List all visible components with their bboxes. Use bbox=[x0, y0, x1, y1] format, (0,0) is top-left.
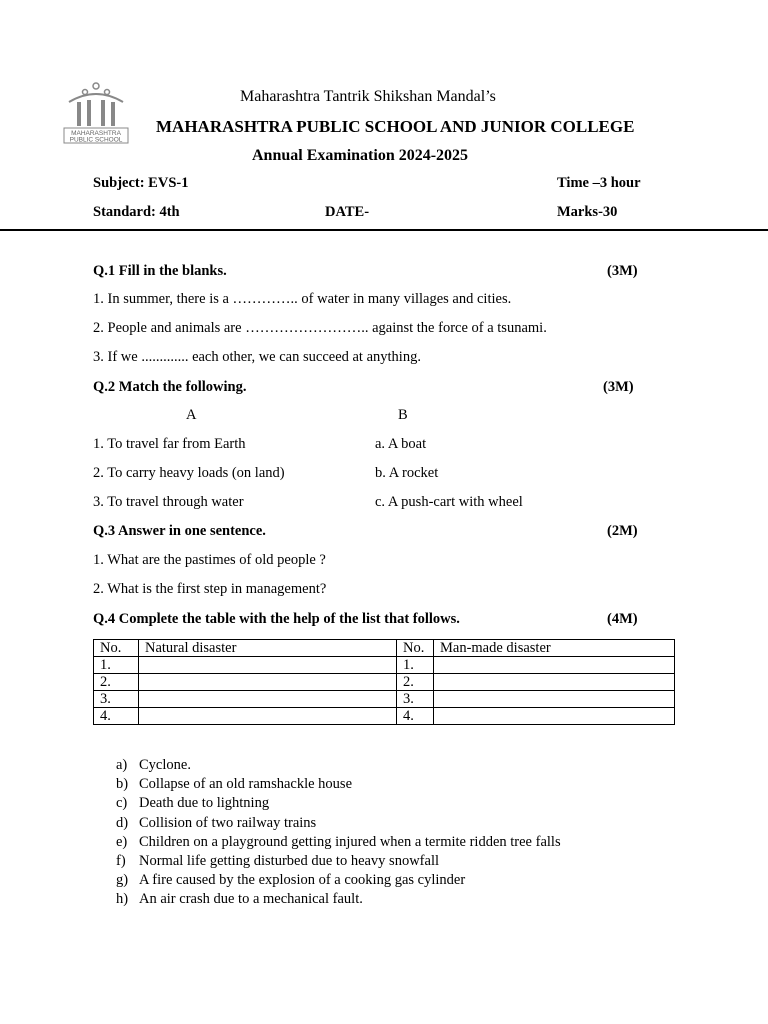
list-item bbox=[116, 852, 561, 871]
natural-disaster-cell[interactable] bbox=[139, 708, 397, 725]
q3-title: Q.3 Answer in one sentence. bbox=[93, 523, 266, 539]
q1-title: Q.1 Fill in the blanks. bbox=[93, 263, 227, 279]
table-row bbox=[94, 674, 675, 691]
table-row bbox=[94, 657, 675, 674]
header-divider bbox=[0, 229, 768, 231]
q2-item-a: 2. To carry heavy loads (on land) bbox=[93, 465, 285, 481]
header-no: No. bbox=[94, 640, 139, 657]
row-number: 1. bbox=[397, 657, 434, 674]
header-natural-disaster: Natural disaster bbox=[139, 640, 397, 657]
q3-marks: (2M) bbox=[607, 523, 638, 539]
list-item bbox=[116, 890, 561, 909]
q4-marks: (4M) bbox=[607, 611, 638, 627]
school-name: MAHARASHTRA PUBLIC SCHOOL AND JUNIOR COLLEGE bbox=[156, 117, 635, 136]
svg-text:PUBLIC SCHOOL: PUBLIC SCHOOL bbox=[69, 136, 123, 144]
q2-item-b: b. A rocket bbox=[375, 465, 439, 481]
option-text: Death due to lightning bbox=[139, 795, 270, 812]
q1-item: 1. In summer, there is a ………….. of water in many villages and cities. bbox=[93, 291, 512, 307]
option-text: Cyclone. bbox=[139, 757, 191, 773]
q3-item: 1. What are the pastimes of old people ? bbox=[93, 552, 326, 568]
man-made-disaster-cell[interactable] bbox=[434, 708, 675, 725]
option-text: Collapse of an old ramshackle house bbox=[139, 776, 353, 793]
row-number: 3. bbox=[397, 691, 434, 708]
q3-item: 2. What is the first step in management? bbox=[93, 581, 327, 597]
q2-item-a: 1. To travel far from Earth bbox=[93, 436, 246, 452]
option-letter: g) bbox=[116, 872, 129, 889]
list-item bbox=[116, 814, 561, 833]
list-item bbox=[116, 794, 561, 813]
row-number: 4. bbox=[397, 708, 434, 725]
q2-item-b: a. A boat bbox=[375, 436, 427, 452]
option-text: A fire caused by the explosion of a cooking gas cylinder bbox=[139, 872, 466, 889]
row-number: 2. bbox=[397, 674, 434, 691]
table-header-row bbox=[94, 640, 675, 657]
option-letter: e) bbox=[116, 833, 128, 850]
date: DATE- bbox=[325, 204, 370, 220]
standard: Standard: 4th bbox=[93, 204, 180, 220]
school-logo bbox=[63, 80, 129, 146]
disaster-options-list bbox=[116, 756, 561, 910]
society-name: Maharashtra Tantrik Shikshan Mandal’s bbox=[240, 88, 496, 105]
man-made-disaster-cell[interactable] bbox=[434, 674, 675, 691]
list-item bbox=[116, 756, 561, 775]
option-text: Collision of two railway trains bbox=[139, 814, 317, 831]
option-letter: c) bbox=[116, 795, 128, 812]
row-number: 1. bbox=[94, 657, 139, 674]
svg-text:MAHARASHTRA: MAHARASHTRA bbox=[71, 130, 121, 137]
table-row bbox=[94, 691, 675, 708]
q2-title: Q.2 Match the following. bbox=[93, 379, 247, 395]
time: Time –3 hour bbox=[557, 175, 641, 191]
row-number: 4. bbox=[94, 708, 139, 725]
option-letter: d) bbox=[116, 814, 129, 831]
option-text: An air crash due to a mechanical fault. bbox=[139, 891, 363, 908]
q2-column-b-heading: B bbox=[398, 407, 408, 423]
q2-item-b: c. A push-cart with wheel bbox=[375, 494, 523, 510]
row-number: 3. bbox=[94, 691, 139, 708]
header-no: No. bbox=[397, 640, 434, 657]
list-item bbox=[116, 833, 561, 852]
natural-disaster-cell[interactable] bbox=[139, 691, 397, 708]
q4-title: Q.4 Complete the table with the help of the list that follows. bbox=[93, 611, 460, 627]
subject: Subject: EVS-1 bbox=[93, 175, 189, 191]
q1-item: 3. If we ............. each other, we can succeed at anything. bbox=[93, 349, 421, 365]
q1-marks: (3M) bbox=[607, 263, 638, 279]
option-letter: a) bbox=[116, 757, 128, 773]
disaster-table bbox=[93, 639, 675, 725]
option-letter: b) bbox=[116, 776, 129, 793]
header-man-made-disaster: Man-made disaster bbox=[434, 640, 675, 657]
option-text: Normal life getting disturbed due to heavy snowfall bbox=[139, 852, 439, 869]
man-made-disaster-cell[interactable] bbox=[434, 691, 675, 708]
q1-item: 2. People and animals are …………………….. against the force of a tsunami. bbox=[93, 320, 547, 336]
exam-title: Annual Examination 2024-2025 bbox=[252, 147, 469, 164]
list-item bbox=[116, 775, 561, 794]
option-letter: h) bbox=[116, 891, 129, 908]
q2-item-a: 3. To travel through water bbox=[93, 494, 244, 510]
table-row bbox=[94, 708, 675, 725]
row-number: 2. bbox=[94, 674, 139, 691]
marks: Marks-30 bbox=[557, 204, 618, 220]
option-text: Children on a playground getting injured when a termite ridden tree falls bbox=[139, 833, 561, 850]
natural-disaster-cell[interactable] bbox=[139, 657, 397, 674]
option-letter: f) bbox=[116, 852, 126, 869]
q2-column-a-heading: A bbox=[186, 407, 197, 423]
q2-marks: (3M) bbox=[603, 379, 634, 395]
man-made-disaster-cell[interactable] bbox=[434, 657, 675, 674]
list-item bbox=[116, 871, 561, 890]
natural-disaster-cell[interactable] bbox=[139, 674, 397, 691]
